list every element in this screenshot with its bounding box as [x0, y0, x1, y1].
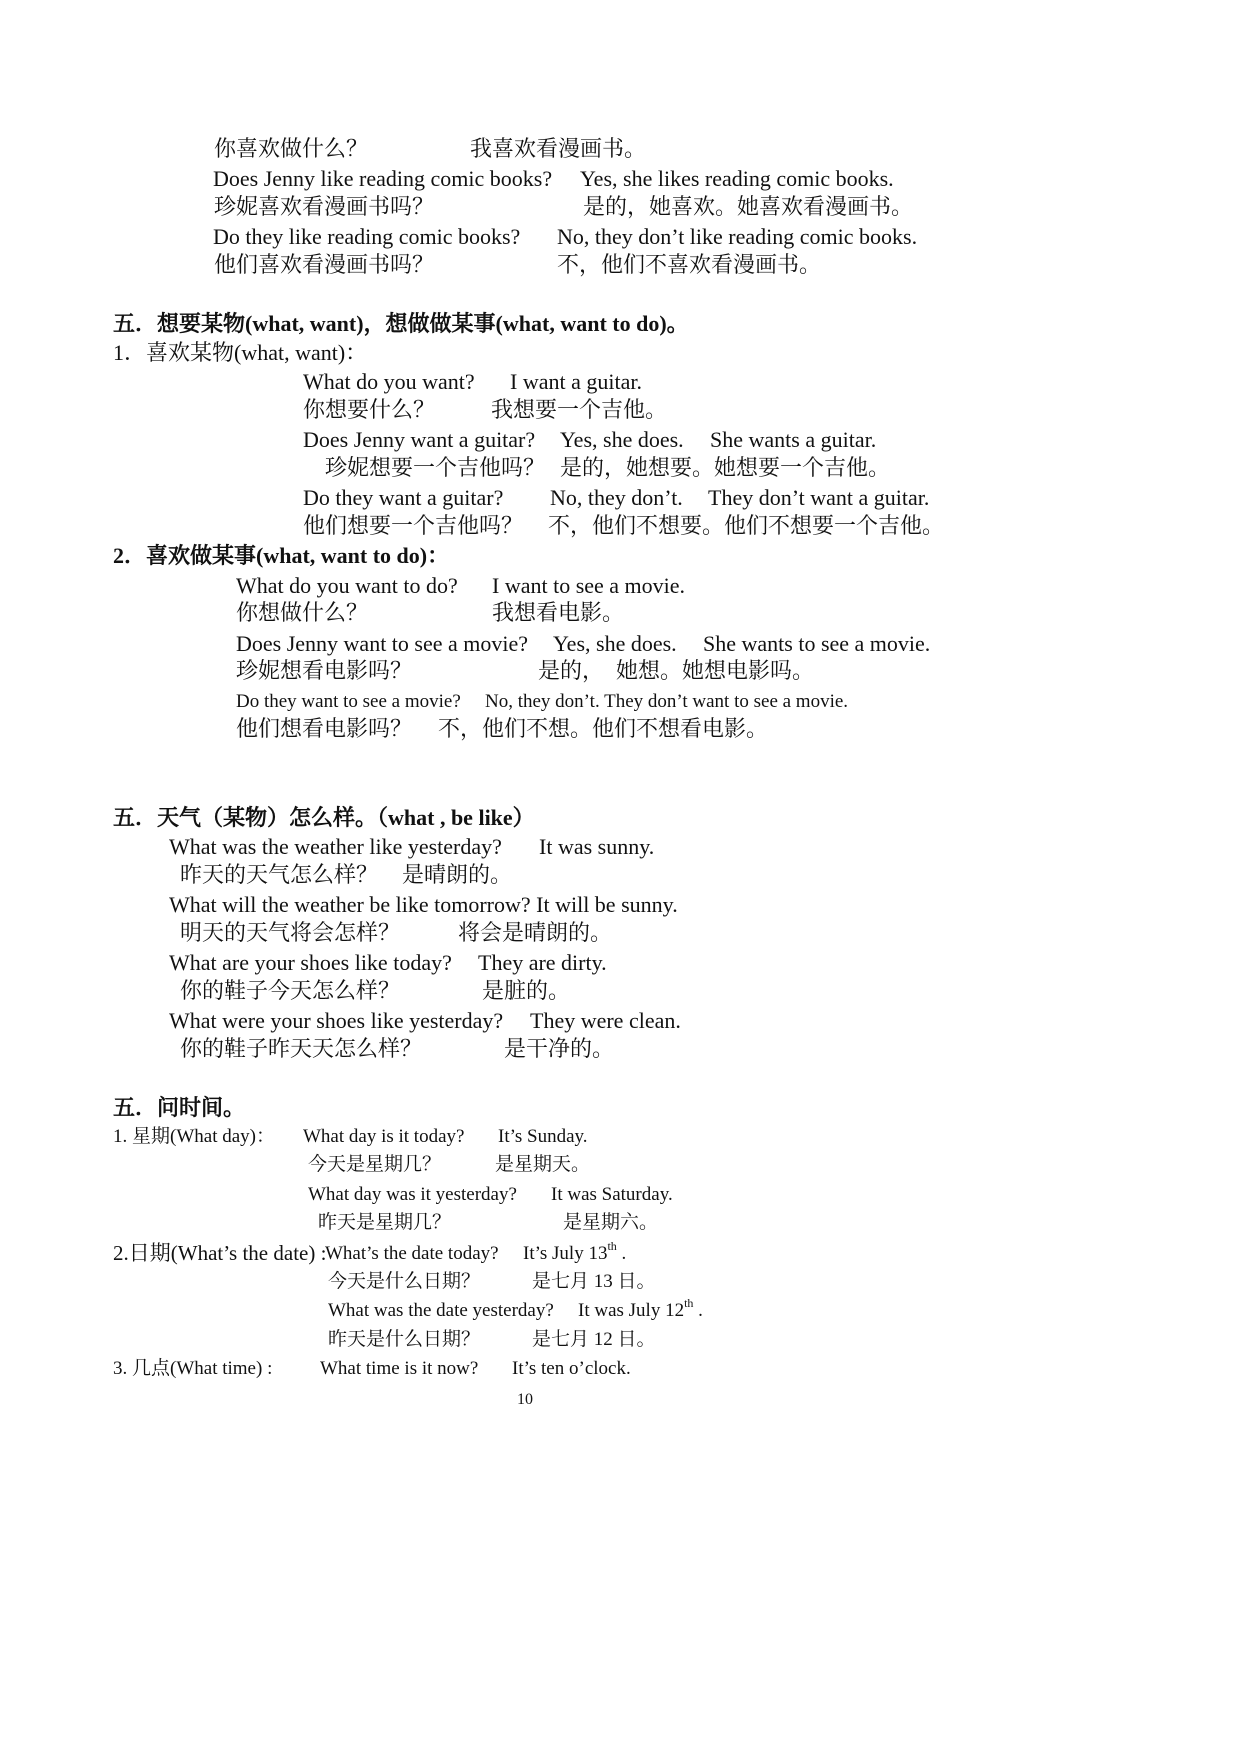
text-line: 你想做什么？: [236, 600, 369, 625]
text-line: 珍妮想看电影吗？: [236, 658, 413, 683]
text-line: 珍妮喜欢看漫画书吗？: [214, 194, 435, 219]
text-line: 你想要什么？: [303, 397, 436, 422]
text-line: 我想要一个吉他。: [491, 397, 668, 422]
text-line: It was July 12: [578, 1300, 685, 1321]
text-line: 是的，: [538, 658, 605, 683]
text-line: 昨天的天气怎么样？: [180, 862, 379, 887]
text-line: 她想。她想电影吗。: [616, 658, 815, 683]
text-line: What were your shoes like yesterday?: [169, 1008, 504, 1033]
page-number: 10: [517, 1391, 533, 1408]
text-line: What was the weather like yesterday?: [169, 834, 502, 859]
text-line: It was Saturday.: [551, 1184, 673, 1205]
text-line: 是的，她喜欢。她喜欢看漫画书。: [583, 194, 914, 219]
text-line: I want to see a movie.: [492, 573, 686, 598]
text-line: No, they don’t. They don’t want to see a movie.: [485, 691, 849, 712]
punctuation: .: [616, 1243, 627, 1264]
text-line: 他们想看电影吗？: [236, 716, 413, 741]
text-line: It’s Sunday.: [498, 1126, 588, 1147]
ordinal-suffix: th: [607, 1239, 617, 1253]
text-line: What will the weather be like tomorrow? It will be sunny.: [169, 892, 678, 917]
text-line: 是星期天。: [495, 1154, 591, 1175]
text-line: 今天是什么日期？: [328, 1271, 481, 1292]
text-line: 你的鞋子今天怎么样？: [180, 978, 401, 1003]
subsection-label: 1. 星期(What day)：: [113, 1126, 275, 1147]
section-heading: 五．想要某物(what, want)，想做做某事(what, want to do)。: [113, 311, 689, 336]
text-line: 不，他们不喜欢看漫画书。: [557, 252, 822, 277]
text-line: No, they don’t.: [550, 485, 683, 510]
text-line: 珍妮想要一个吉他吗？: [325, 455, 546, 480]
text-line: Does Jenny want a guitar?: [303, 427, 536, 452]
text-line: What’s the date today?: [325, 1243, 499, 1264]
text-line: 他们想要一个吉他吗？: [303, 513, 524, 538]
text-line: 昨天是星期几？: [318, 1212, 452, 1233]
date-answer: [578, 1296, 703, 1321]
text-line: Does Jenny like reading comic books?: [213, 166, 553, 191]
text-line: What day was it yesterday?: [308, 1184, 517, 1205]
text-line: 是晴朗的。: [402, 862, 513, 887]
text-line: Do they want a guitar?: [303, 485, 504, 510]
text-line: Do they like reading comic books?: [213, 224, 521, 249]
text-line: 你的鞋子昨天天怎么样？: [180, 1036, 423, 1061]
subsection-label: 3. 几点(What time) :: [113, 1358, 273, 1379]
subsection-heading: 1．喜欢某物(what, want)：: [113, 340, 368, 365]
ordinal-suffix: th: [684, 1296, 694, 1310]
text-line: Yes, she does.: [553, 631, 677, 656]
text-line: What do you want to do?: [236, 573, 458, 598]
subsection-label: 2.日期(What’s the date) :: [113, 1241, 327, 1265]
text-line: Yes, she does.: [560, 427, 684, 452]
text-line: 是脏的。: [482, 978, 571, 1003]
text-line: I want a guitar.: [510, 369, 642, 394]
text-line: 你喜欢做什么？: [214, 136, 369, 161]
text-line: 昨天是什么日期？: [328, 1329, 481, 1350]
text-line: Does Jenny want to see a movie?: [236, 631, 529, 656]
text-line: 是七月 12 日。: [532, 1329, 656, 1350]
text-line: What day is it today?: [303, 1126, 465, 1147]
subsection-heading: 2．喜欢做某事(what, want to do)：: [113, 543, 450, 568]
text-line: She wants a guitar.: [710, 427, 877, 452]
text-line: What was the date yesterday?: [328, 1300, 554, 1321]
text-line: What time is it now?: [320, 1358, 479, 1379]
text-line: 不，他们不想要。他们不想要一个吉他。: [548, 513, 945, 538]
text-line: 是的，她想要。她想要一个吉他。: [560, 455, 891, 480]
text-line: It’s ten o’clock.: [512, 1358, 631, 1379]
text-line: 我喜欢看漫画书。: [470, 136, 647, 161]
text-line: 是七月 13 日。: [532, 1271, 656, 1292]
text-line: 我想看电影。: [492, 600, 625, 625]
text-line: It was sunny.: [539, 834, 655, 859]
date-answer: [523, 1239, 627, 1264]
text-line: 是干净的。: [504, 1036, 615, 1061]
section-heading: 五．问时间。: [113, 1095, 246, 1120]
text-line: 是星期六。: [563, 1212, 659, 1233]
text-line: What do you want?: [303, 369, 475, 394]
punctuation: .: [693, 1300, 703, 1321]
text-line: Do they want to see a movie?: [236, 691, 461, 712]
text-line: 将会是晴朗的。: [458, 920, 613, 945]
text-line: 明天的天气将会怎样？: [180, 920, 401, 945]
text-line: 他们喜欢看漫画书吗？: [214, 252, 435, 277]
text-line: Yes, she likes reading comic books.: [580, 166, 894, 191]
text-line: 不，他们不想。他们不想看电影。: [438, 716, 769, 741]
text-line: They were clean.: [530, 1008, 681, 1033]
section-heading: 五．天气（某物）怎么样。（what , be like）: [113, 805, 535, 830]
text-line: What are your shoes like today?: [169, 950, 452, 975]
text-line: They don’t want a guitar.: [708, 485, 930, 510]
text-line: It’s July 13: [523, 1243, 608, 1264]
text-line: She wants to see a movie.: [703, 631, 931, 656]
text-line: They are dirty.: [478, 950, 607, 975]
text-line: No, they don’t like reading comic books.: [557, 224, 918, 249]
text-line: 今天是星期几？: [308, 1154, 442, 1175]
